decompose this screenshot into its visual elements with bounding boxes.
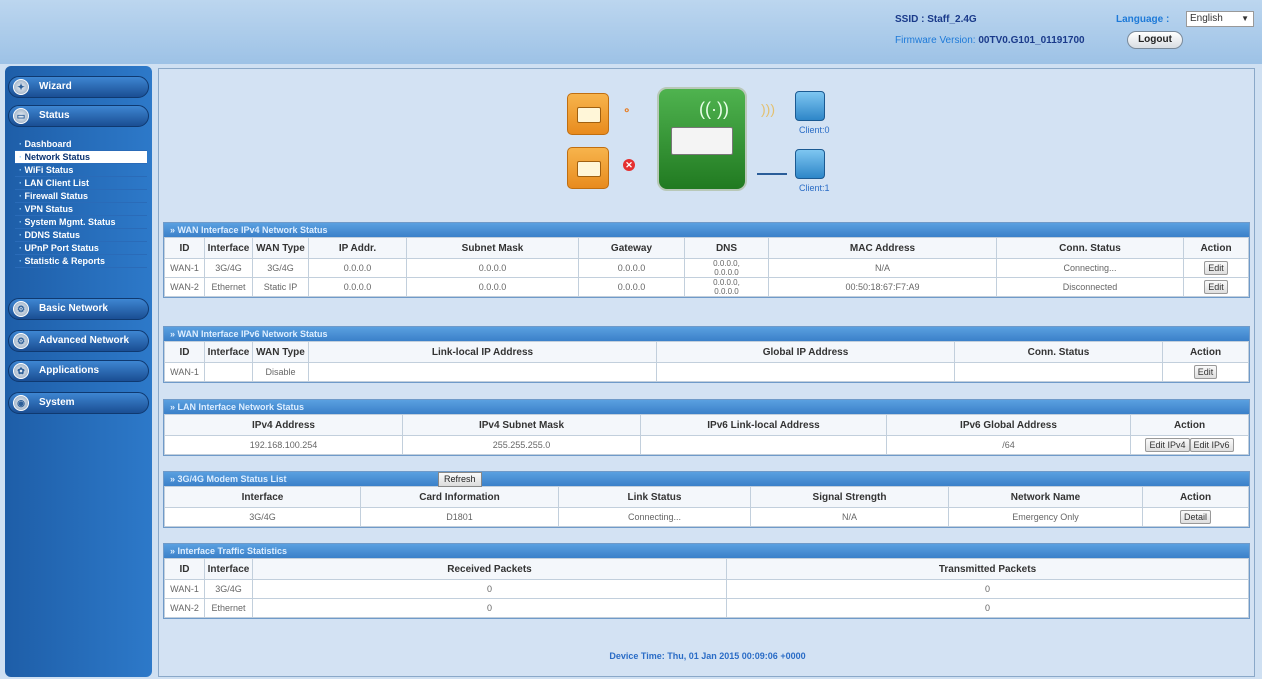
cell: 3G/4G — [253, 259, 309, 278]
col-header: Gateway — [579, 238, 685, 259]
lan-panel — [163, 399, 1250, 456]
client0-label: Client:0 — [799, 125, 830, 135]
panel-title: » WAN Interface IPv4 Network Status — [164, 223, 1249, 237]
col-header: ID — [165, 342, 205, 363]
cell: 00:50:18:67:F7:A9 — [769, 278, 997, 297]
sidebar-item-statistic-reports[interactable]: · Statistic & Reports — [15, 255, 147, 268]
cell: /64 — [887, 436, 1131, 455]
cell: WAN-2 — [165, 278, 205, 297]
cell: 0 — [253, 599, 727, 618]
cell — [955, 363, 1163, 382]
col-header: Network Name — [949, 487, 1143, 508]
col-header: Action — [1143, 487, 1249, 508]
col-header: ID — [165, 238, 205, 259]
firmware-value: 00TV0.G101_01191700 — [978, 35, 1085, 46]
nav-label: Applications — [39, 365, 100, 376]
cell: 3G/4G — [205, 259, 253, 278]
nav-basic-network[interactable] — [8, 298, 149, 320]
nav-label: Status — [39, 110, 70, 121]
connecting-status-icon: ∘ — [623, 103, 631, 117]
col-header: ID — [165, 559, 205, 580]
table-row — [165, 508, 1249, 527]
cell: 0.0.0.0 — [579, 278, 685, 297]
action-cell — [1143, 508, 1249, 527]
network-topology-diagram — [567, 83, 867, 213]
lan-table — [164, 414, 1249, 455]
sidebar-item-dashboard[interactable]: · Dashboard — [15, 138, 147, 151]
panel-title: » 3G/4G Modem Status List — [164, 472, 1249, 486]
action-cell — [1131, 436, 1249, 455]
cell: WAN-1 — [165, 580, 205, 599]
col-header: Transmitted Packets — [727, 559, 1249, 580]
cell: 3G/4G — [165, 508, 361, 527]
cell: Emergency Only — [949, 508, 1143, 527]
wan-ipv4-panel — [163, 222, 1250, 298]
3g-modem-icon — [567, 93, 609, 135]
firmware-version — [895, 35, 1085, 46]
cell: 0.0.0.0 — [309, 259, 407, 278]
edit-button[interactable]: Edit — [1204, 280, 1228, 294]
col-header: Signal Strength — [751, 487, 949, 508]
col-header: WAN Type — [253, 342, 309, 363]
action-cell — [1184, 259, 1249, 278]
table-row — [165, 363, 1249, 382]
col-header: Link-local IP Address — [309, 342, 657, 363]
action-cell — [1184, 278, 1249, 297]
wan-ipv6-table — [164, 341, 1249, 382]
col-header: Card Information — [361, 487, 559, 508]
cell: 0.0.0.0 — [309, 278, 407, 297]
table-row — [165, 259, 1249, 278]
main-content — [158, 68, 1255, 677]
sidebar-item-wifi-status[interactable]: · WiFi Status — [15, 164, 147, 177]
disconnected-status-icon: ✕ — [623, 159, 635, 171]
col-header: Action — [1163, 342, 1249, 363]
cell: N/A — [769, 259, 997, 278]
ssid-label: SSID : Staff_2.4G — [895, 14, 977, 25]
col-header: IPv4 Address — [165, 415, 403, 436]
router-icon — [657, 87, 747, 191]
applications-icon: ✿ — [13, 363, 29, 379]
edit-button[interactable]: Edit — [1194, 365, 1218, 379]
status-submenu — [15, 138, 147, 268]
top-header — [0, 0, 1262, 64]
wan-ipv4-table — [164, 237, 1249, 297]
cell: Disable — [253, 363, 309, 382]
table-row — [165, 278, 1249, 297]
cell: 192.168.100.254 — [165, 436, 403, 455]
cell: Disconnected — [997, 278, 1184, 297]
cell: N/A — [751, 508, 949, 527]
dns-secondary: 0.0.0.0 — [714, 268, 739, 277]
cell: WAN-2 — [165, 599, 205, 618]
cell — [657, 363, 955, 382]
nav-label: Wizard — [39, 81, 72, 92]
wifi-waves-icon: ))) — [761, 101, 775, 117]
cell: Connecting... — [559, 508, 751, 527]
cell: 0 — [727, 599, 1249, 618]
sidebar-item-network-status[interactable]: · Network Status — [15, 151, 147, 164]
modem-table — [164, 486, 1249, 527]
col-header: Conn. Status — [997, 238, 1184, 259]
col-header: DNS — [685, 238, 769, 259]
col-header: Action — [1131, 415, 1249, 436]
nav-wizard[interactable] — [8, 76, 149, 98]
col-header: Action — [1184, 238, 1249, 259]
col-header: Interface — [205, 238, 253, 259]
cell: 255.255.255.0 — [403, 436, 641, 455]
cell — [309, 363, 657, 382]
language-select[interactable] — [1186, 11, 1254, 27]
sidebar-item-vpn-status[interactable]: · VPN Status — [15, 203, 147, 216]
nav-label: Basic Network — [39, 303, 108, 314]
language-label: Language : — [1116, 14, 1170, 25]
ethernet-link-line — [757, 173, 787, 175]
cell: Connecting... — [997, 259, 1184, 278]
edit-ipv4-button[interactable]: Edit IPv4 — [1145, 438, 1189, 452]
monitor-icon: ▭ — [13, 108, 29, 124]
table-row — [165, 599, 1249, 618]
chevron-down-icon: ▼ — [1241, 14, 1249, 23]
col-header: MAC Address — [769, 238, 997, 259]
nav-status[interactable] — [8, 105, 149, 127]
sidebar — [5, 66, 152, 677]
panel-title: » WAN Interface IPv6 Network Status — [164, 327, 1249, 341]
cell: 0 — [727, 580, 1249, 599]
wifi-client-icon[interactable] — [795, 91, 825, 121]
cell: 0.0.0.0 — [407, 278, 579, 297]
cell: 0.0.0.0 — [407, 259, 579, 278]
sidebar-item-firewall-status[interactable]: · Firewall Status — [15, 190, 147, 203]
nav-advanced-network[interactable] — [8, 330, 149, 352]
wand-icon: ✦ — [13, 79, 29, 95]
col-header: IP Addr. — [309, 238, 407, 259]
col-header: Interface — [205, 559, 253, 580]
col-header: Link Status — [559, 487, 751, 508]
detail-button[interactable]: Detail — [1180, 510, 1211, 524]
col-header: Interface — [165, 487, 361, 508]
ethernet-wan-icon — [567, 147, 609, 189]
table-row — [165, 580, 1249, 599]
cell: 3G/4G — [205, 580, 253, 599]
cell — [205, 363, 253, 382]
sidebar-item-upnp-port-status[interactable]: · UPnP Port Status — [15, 242, 147, 255]
cell — [641, 436, 887, 455]
dns-primary: 0.0.0.0, — [713, 278, 740, 287]
logout-button[interactable]: Logout — [1127, 31, 1183, 49]
col-header: WAN Type — [253, 238, 309, 259]
panel-title: » Interface Traffic Statistics — [164, 544, 1249, 558]
nav-label: System — [39, 397, 75, 408]
sidebar-item-system-mgmt-status[interactable]: · System Mgmt. Status — [15, 216, 147, 229]
nav-applications[interactable] — [8, 360, 149, 382]
col-header: IPv6 Link-local Address — [641, 415, 887, 436]
cell: WAN-1 — [165, 363, 205, 382]
dns-secondary: 0.0.0.0 — [714, 287, 739, 296]
sidebar-item-ddns-status[interactable]: · DDNS Status — [15, 229, 147, 242]
table-row — [165, 436, 1249, 455]
nav-system[interactable] — [8, 392, 149, 414]
advanced-network-icon: ⚙ — [13, 333, 29, 349]
network-icon: ⚙ — [13, 301, 29, 317]
lan-client-icon[interactable] — [795, 149, 825, 179]
dns-cell — [685, 278, 769, 297]
col-header: Global IP Address — [657, 342, 955, 363]
nav-label: Advanced Network — [39, 335, 130, 346]
dns-primary: 0.0.0.0, — [713, 259, 740, 268]
modem-panel — [163, 471, 1250, 528]
firmware-label: Firmware Version: — [895, 35, 976, 46]
refresh-button[interactable]: Refresh — [438, 472, 482, 487]
col-header: Received Packets — [253, 559, 727, 580]
device-time: Device Time: Thu, 01 Jan 2015 00:09:06 +0000 — [609, 651, 806, 661]
col-header: Interface — [205, 342, 253, 363]
dns-cell — [685, 259, 769, 278]
col-header: IPv4 Subnet Mask — [403, 415, 641, 436]
cell: Static IP — [253, 278, 309, 297]
col-header: IPv6 Global Address — [887, 415, 1131, 436]
language-value: English — [1190, 13, 1223, 24]
col-header: Conn. Status — [955, 342, 1163, 363]
panel-title: » LAN Interface Network Status — [164, 400, 1249, 414]
cell: 0 — [253, 580, 727, 599]
action-cell — [1163, 363, 1249, 382]
client1-label: Client:1 — [799, 183, 830, 193]
traffic-table — [164, 558, 1249, 618]
cell: Ethernet — [205, 599, 253, 618]
edit-button[interactable]: Edit — [1204, 261, 1228, 275]
cell: 0.0.0.0 — [579, 259, 685, 278]
traffic-panel — [163, 543, 1250, 619]
system-icon: ◉ — [13, 395, 29, 411]
cell: D1801 — [361, 508, 559, 527]
cell: WAN-1 — [165, 259, 205, 278]
cell: Ethernet — [205, 278, 253, 297]
wan-ipv6-panel — [163, 326, 1250, 383]
wifi-antenna-icon: ((·)) — [699, 99, 729, 119]
edit-ipv6-button[interactable]: Edit IPv6 — [1190, 438, 1234, 452]
col-header: Subnet Mask — [407, 238, 579, 259]
sidebar-item-lan-client-list[interactable]: · LAN Client List — [15, 177, 147, 190]
